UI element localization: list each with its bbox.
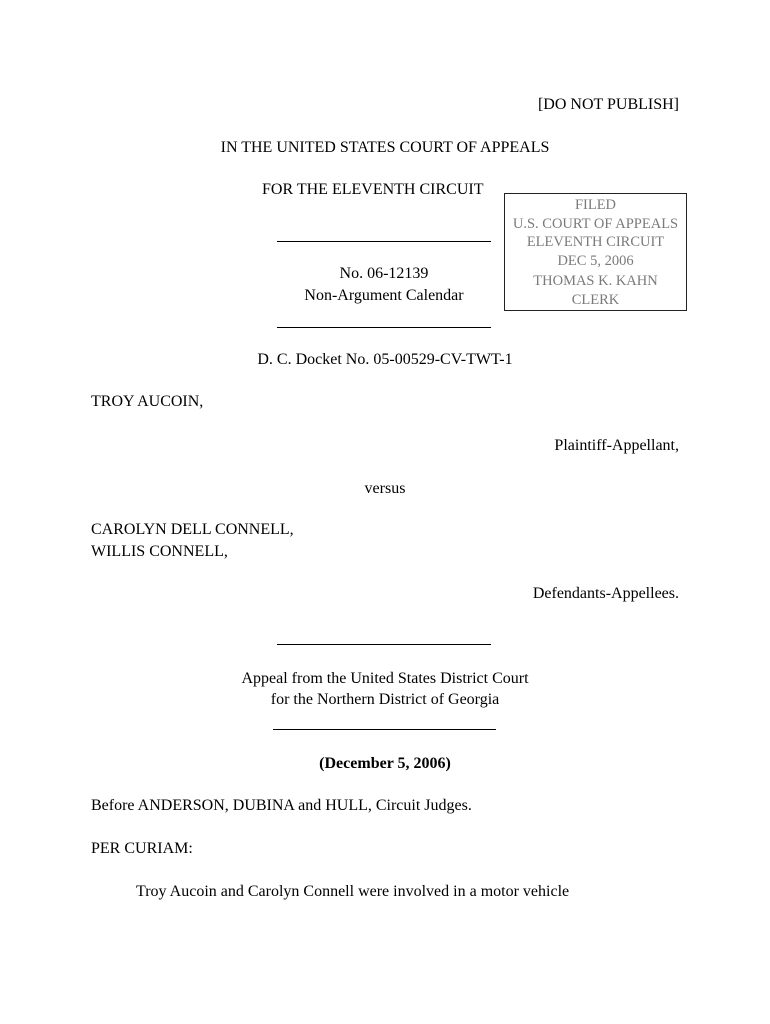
appeal-origin: Appeal from the United States District Court [241,670,529,687]
opinion-text: Troy Aucoin and Carolyn Connell were involved in a motor vehicle [136,883,570,900]
docket-number: D. C. Docket No. 05-00529-CV-TWT-1 [257,351,513,368]
court-name: IN THE UNITED STATES COURT OF APPEALS [220,139,550,156]
circuit-name: FOR THE ELEVENTH CIRCUIT [262,181,484,198]
plaintiff-role: Plaintiff-Appellant, [554,437,679,454]
appeal-district: for the Northern District of Georgia [270,691,500,708]
separator-rule [273,729,496,730]
calendar-type: Non-Argument Calendar [304,287,464,304]
defendant-name: WILLIS CONNELL, [91,543,228,560]
stamp-court: U.S. COURT OF APPEALS [512,215,679,232]
decision-date: (December 5, 2006) [319,755,451,772]
panel-judges: Before ANDERSON, DUBINA and HULL, Circuit Judges. [91,797,472,814]
stamp-circuit: ELEVENTH CIRCUIT [526,234,665,250]
filed-stamp [504,193,687,311]
stamp-date: DEC 5, 2006 [557,252,634,269]
versus-label: versus [364,480,406,497]
per-curiam-heading: PER CURIAM: [91,840,193,857]
separator-rule [277,327,491,328]
defendant-name: CAROLYN DELL CONNELL, [91,521,294,538]
case-number: No. 06-12139 [339,265,429,282]
separator-rule [277,241,491,242]
stamp-clerk-title: CLERK [571,291,620,308]
stamp-filed: FILED [574,197,617,213]
publish-note: [DO NOT PUBLISH] [537,96,679,113]
stamp-clerk-name: THOMAS K. KAHN [533,273,658,289]
plaintiff-name: TROY AUCOIN, [91,393,204,410]
defendant-role: Defendants-Appellees. [532,585,679,602]
separator-rule [277,644,491,645]
